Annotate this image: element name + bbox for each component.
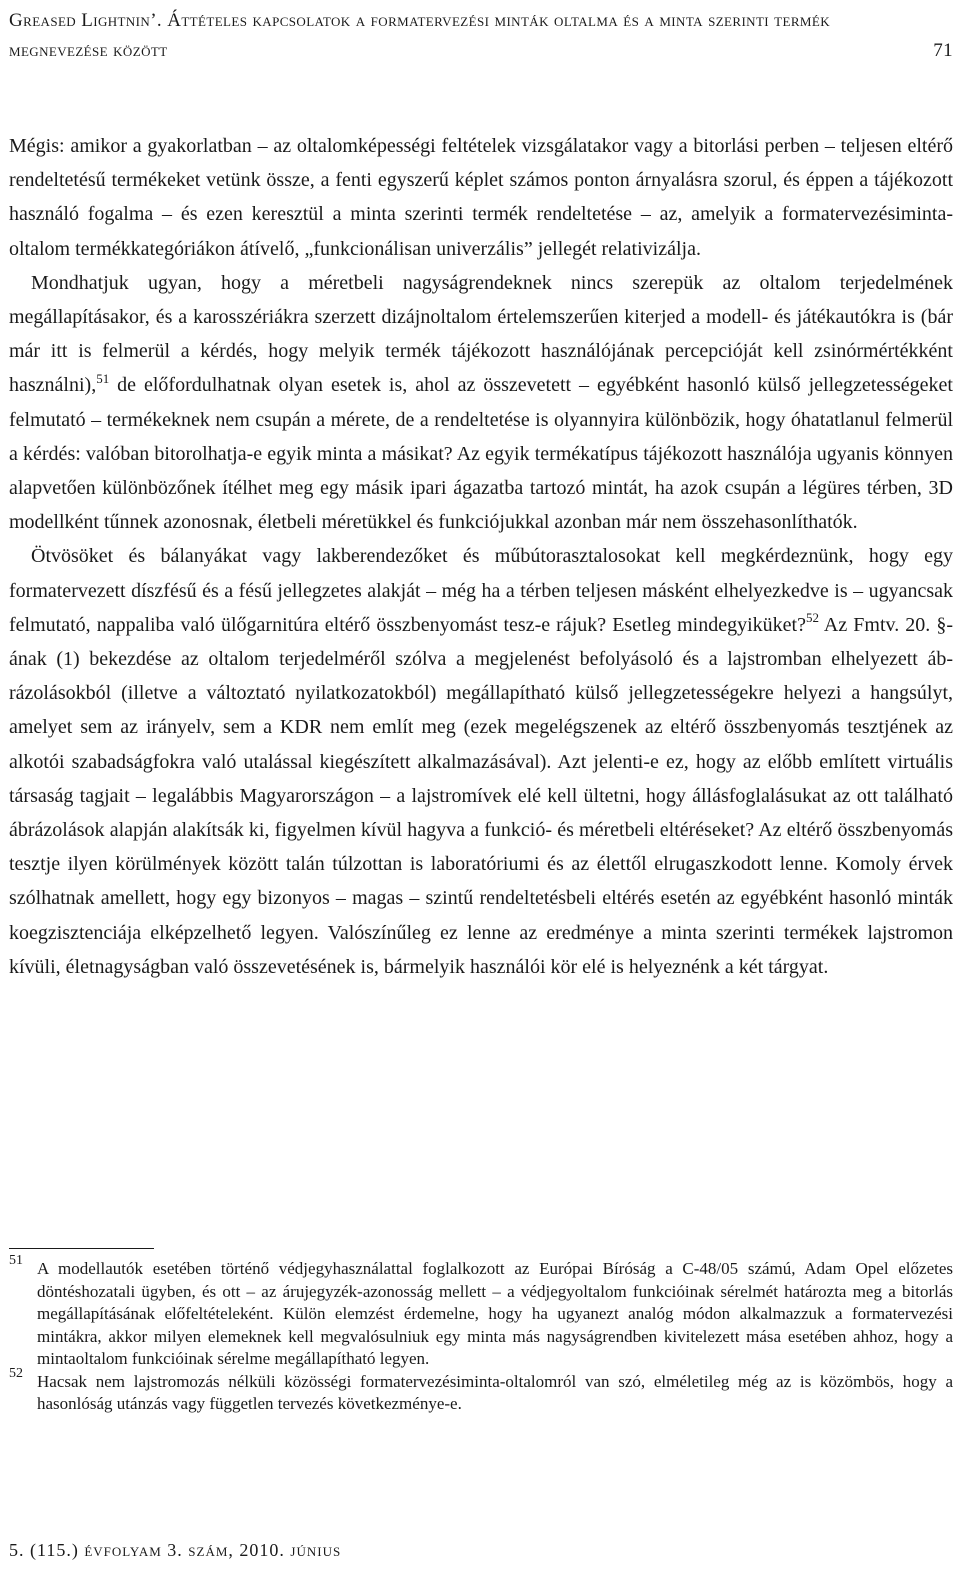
footnote-number: 52: [9, 1365, 23, 1381]
footnote-text: A modellautók esetében történő védjegyhasználattal foglalkozott az Európai Bíróság a C-48/05 számú, Adam Opel előzetes döntéshozatali ügyben, és ott – az árujegyzék-azonosság mellett – a védjegyoltalom funkcióinak sérelmét határozta meg a bitorlás megállapításának előfeltételeként. Külön elemzést érdemelne, hogy ha ugyanezt analóg módon alkalmazzuk a formatervezési mintákra, akkor milyen elemeknek kell megvalósulniuk egy minta más nagyságrendben kivitelezett mása esetében ahhoz, hogy a mintaoltalom funkcióinak sérelme megállapítható legyen.: [37, 1259, 953, 1368]
paragraph-3-text-a: Ötvösöket és bálanyákat vagy lakberendezőket és műbútorasztalosokat kell megkérdeznünk, hogy egy formatervezett díszfésű és a fésű jellegzetes alakját – még ha a térben teljesen másként elhelyezkedve is – ugyancsak felmutató, nappaliba való ülőgarnitúra eltérő összbenyomást tesz-e rájuk? Esetleg mindegyiküket?: [9, 545, 953, 636]
paragraph-3: [9, 539, 953, 984]
running-header: [9, 6, 953, 66]
paragraph-1: [9, 129, 953, 266]
paragraph-1-text: Mégis: amikor a gyakorlatban – az oltalomképességi feltételek vizsgálatakor vagy a bitorlási perben – teljesen eltérő rendeltetésű termékeket vetünk össze, a fenti egyszerű képlet számos ponton árnyalásra szorul, és éppen a tájékozott használó fogalma – és ezen keresztül a minta szerinti termék rendeltetése – az, amelyik a formatervezésiminta-oltalom termékkategóriákon átívelő, „funkcionálisan univerzális” jellegét relativizálja.: [9, 135, 953, 260]
paragraph-3-text-b: Az Fmtv. 20. §-ának (1) bekezdése az oltalom terjedelméről szólva a megjelenést befolyásoló és a lajstromban elhelyezett ábrázolásokból (illetve a változtató nyilatkozatokból) megállapítható külső jellegzetességekre helyezi a hangsúlyt, amelyet sem az irányelv, sem a KDR nem említ meg (ezek megelégszenek az eltérő összbenyomás tesztjének az alkotói szabadságfokra való utalással kiegészített alkalmazásával). Azt jelenti-e ez, hogy az előbb említett virtuális társaság tagjait – legalábbis Magyarországon – a lajstromívek elé kell ültetni, hogy állásfoglalásukat az ott található ábrázolások alapján alakítsák ki, figyelmen kívül hagyva a funkció- és méretbeli eltéréseket? Az eltérő összbenyomás tesztje ilyen körülmények között talán túlzottan is laboratóriumi és az élettől elrugaszkodott lenne. Komoly érvek szólhatnak amellett, hogy egy bizonyos – magas – szintű rendeltetésbeli eltérés esetén az egyébként hasonló minták koegzisztenciája elképzelhető legyen. Valószínűleg ez lenne az eredménye a minta szerinti termékek lajstromon kívüli, életnagyságban való összevetésének is, bármelyik használói kör elé is helyeznénk a két tárgyat.: [9, 613, 953, 978]
paragraph-2-text-b: de előfordulhatnak olyan esetek is, ahol az összevetett – egyébként hasonló külső jellegzetességeket felmutató – termékeknek nem csupán a mérete, de a rendeltetése is olyannyira különbözik, hogy óhatatlanul felmerül a kérdés: valóban bitorolhatja-e egyik minta a másikat? Az egyik termékatípus tájékozott használója ugyanis könnyen alapvetően különbözőnek ítélhet meg egy másik ipari ágazatba tartozó mintát, ha azok csupán a légüres térben, 3D modellként tűnnek azonosnak, életbeli méretükkel és funkciójukkal azonban már nem összehasonlíthatók.: [9, 374, 953, 534]
paragraph-2: [9, 266, 953, 540]
footnote-text: Hacsak nem lajstromozás nélküli közösségi formatervezésiminta-oltalomról van szó, elméletileg még az is közömbös, hogy a hasonlóság utánzás vagy független tervezés következménye-e.: [37, 1371, 953, 1413]
issue-footer: 5. (115.) évfolyam 3. szám, 2010. június: [9, 1540, 342, 1560]
footnote-number: 51: [9, 1253, 23, 1268]
running-title: Greased Lightnin’. Áttételes kapcsolatok a formatervezési minták oltalma és a minta szerinti termék megnevezése között: [9, 10, 831, 61]
footnotes: [9, 1253, 953, 1416]
footnote-51: [9, 1253, 953, 1371]
footnote-divider: [9, 1248, 154, 1249]
footnote-ref-51[interactable]: 51: [96, 370, 110, 386]
page-number: 71: [933, 40, 953, 61]
article-body: [9, 129, 953, 984]
paragraph-2-text-a: Mondhatjuk ugyan, hogy a méretbeli nagyságrendeknek nincs szerepük az oltalom terjedelmének megállapításakor, és a karosszériákra szerzett dizájnoltalom értelemszerűen kiterjed a modell- és játékautókra is (bár már itt is felmerül a kérdés, hogy melyik termék tájékozott használójának percepcióját kell zsinórmértékként használni),: [9, 271, 953, 397]
footnote-52: [9, 1365, 953, 1416]
footnote-ref-52[interactable]: 52: [805, 610, 819, 626]
